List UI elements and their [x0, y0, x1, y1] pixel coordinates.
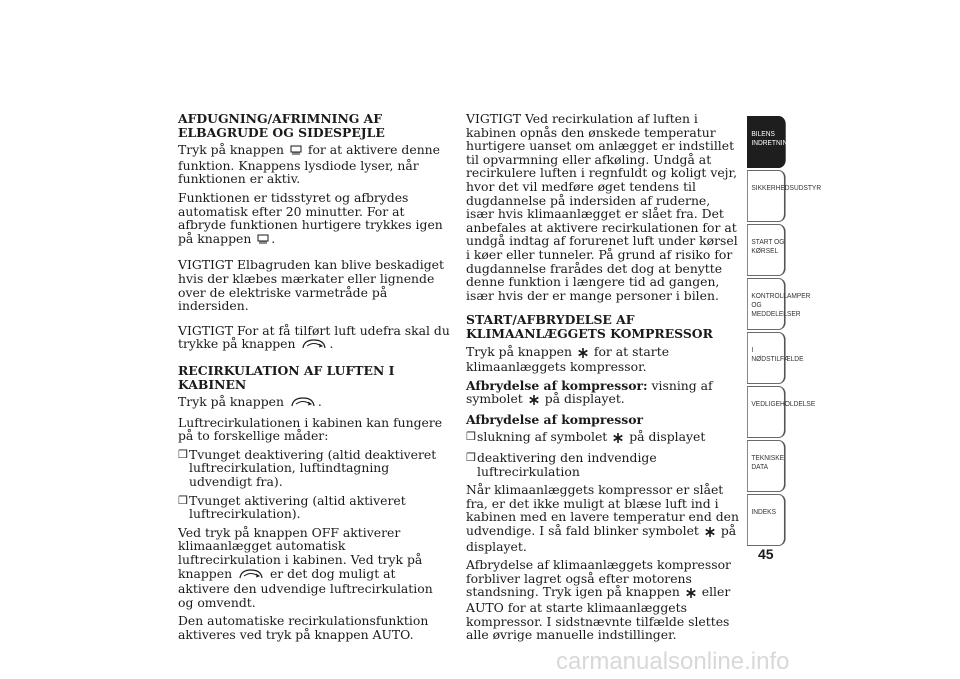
chapter-tabs	[747, 116, 822, 548]
tab-start-og-korsel[interactable]: START OG KØRSEL	[747, 224, 786, 276]
section-heading-compressor: START/AFBRYDELSE AF KLIMAANLÆGGETS KOMPRESSOR	[466, 312, 713, 341]
paragraph: Den automatiske recirkulationsfunktion aktiveres ved tryk på knappen AUTO.	[178, 613, 429, 642]
list-item: ❒ Tvunget deaktivering (altid deaktiveret luftrecirkulation, luftindtagning udvendigt fra).	[178, 446, 437, 490]
checkbox-bullet-icon: ❒	[178, 493, 188, 507]
rear-defrost-icon	[257, 234, 269, 248]
checkbox-bullet-icon: ❒	[466, 451, 476, 465]
paragraph: Funktionen er tidsstyret og afbrydes automatisk efter 20 minutter. For at afbryde funktionen hurtigere trykkes igen på knappen .	[178, 189, 443, 246]
subheading-compressor: Afbrydelse af kompressor	[466, 411, 643, 427]
tab-indeks[interactable]: INDEKS	[747, 494, 786, 546]
watermark: carmanualsonline.info	[556, 648, 790, 675]
paragraph: Afbrydelse af kompressor: visning af symbolet på displayet.	[466, 377, 713, 407]
snowflake-icon	[686, 587, 696, 601]
paragraph: Luftrecirkulationen i kabinen kan fungere på to forskellige måder:	[178, 414, 443, 444]
paragraph-warning: VIGTIGT Ved recirkulation af luften i kabinen opnås den ønskede temperatur hurtigere uanset om anlægget er indstillet til opvarmning eller afkøling. Undgå at recirkulere luften i regnfuldt og koligt vejr, hvor det vil medføre øget tendens til dugdannelse på indersiden af ruderne, især hvis klimaanlægget er slået fra. Det anbefales at aktivere recirkulationen for at undgå indtag af forurenet luft under kørsel i køer eller tunneler. På grund af risiko for dugdannelse frarådes det dog at benytte denne funktion i længere tid ad gangen, især hvis der er mange personer i bilen.	[466, 111, 738, 303]
air-recirculation-icon	[238, 568, 264, 583]
paragraph: Tryk på knappen .	[178, 394, 322, 410]
checkbox-bullet-icon: ❒	[178, 447, 188, 461]
list-item: ❒ Tvunget aktivering (altid aktiveret luftrecirkulation).	[178, 492, 406, 522]
checkbox-bullet-icon: ❒	[466, 430, 476, 444]
snowflake-icon	[613, 432, 623, 446]
tab-sikkerhedsudstyr[interactable]: SIKKERHEDSUDSTYR	[747, 170, 786, 222]
air-recirculation-icon	[290, 396, 316, 411]
tab-kontrollamper[interactable]: KONTROLLAMPER OG MEDDELELSER	[747, 278, 786, 330]
paragraph: Når klimaanlæggets kompressor er slået fra, er det ikke muligt at blæse luft ind i kabinen med en lavere temperatur end den udvendige. I så fald blinker symbolet på displayet.	[466, 482, 739, 554]
paragraph: Tryk på knappen for at starte klimaanlæggets kompressor.	[466, 343, 670, 375]
paragraph-warning: VIGTIGT Elbagruden kan blive beskadiget hvis der klæbes mærkater eller lignende over de elektriske varmetråde på indersiden.	[178, 257, 444, 314]
left-column	[178, 112, 450, 647]
right-column	[466, 112, 742, 647]
paragraph: Afbrydelse af klimaanlæggets kompressor forbliver lagret også efter motorens standsning. Tryk igen på knappen eller AUTO for at starte klimaanlæggets kompressor. I sidstnævnte tilfælde slettes alle øvrige manuelle indstillinger.	[466, 557, 731, 643]
section-heading-recirculation: RECIRKULATION AF LUFTEN I KABINEN	[178, 362, 395, 392]
tab-bilens-indretning[interactable]: BILENS INDRETNING	[747, 116, 786, 168]
paragraph-warning: VIGTIGT For at få tilført luft udefra skal du trykke på knappen .	[178, 322, 450, 352]
list-item: ❒ slukning af symbolet på displayet	[466, 429, 706, 445]
snowflake-icon	[529, 394, 539, 408]
air-recirculation-icon	[301, 338, 327, 353]
snowflake-icon	[578, 347, 588, 361]
paragraph: Tryk på knappen for at aktivere denne funktion. Knappens lysdiode lyser, når funktionen er aktiv.	[178, 142, 440, 187]
list-item: ❒ deaktivering den indvendige luftrecirkulation	[466, 450, 657, 479]
paragraph: Ved tryk på knappen OFF aktiverer klimaanlægget automatisk luftrecirkulation i kabinen. Ved tryk på knappen er det dog muligt at aktivere den udvendige luftrecirkulation og omvendt.	[178, 524, 433, 610]
snowflake-icon	[705, 526, 715, 540]
section-heading-defrost: AFDUGNING/AFRIMNING AF ELBAGRUDE OG SIDESPEJLE	[178, 111, 385, 140]
rear-defrost-icon	[290, 145, 302, 159]
page-number: 45	[758, 546, 774, 562]
tab-i-nodstilfaelde[interactable]: I NØDSTILFÆLDE	[747, 332, 786, 384]
tab-tekniske-data[interactable]: TEKNISKE DATA	[747, 440, 786, 492]
tab-vedligeholdelse[interactable]: VEDLIGEHOLDELSE	[747, 386, 786, 438]
